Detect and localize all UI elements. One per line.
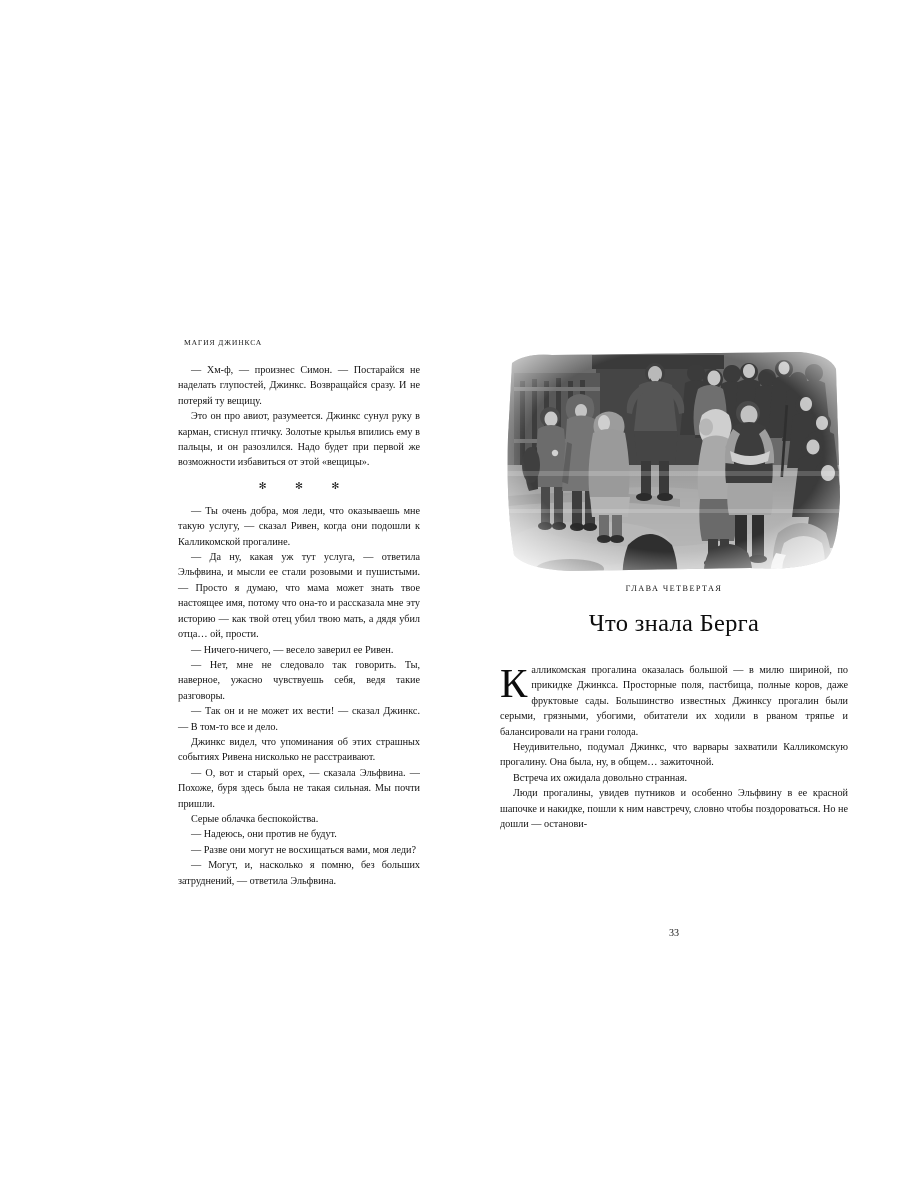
running-head: МАГИЯ ДЖИНКСА bbox=[184, 338, 263, 347]
chapter-title: Что знала Берга bbox=[588, 610, 760, 637]
paragraph: Джинкс видел, что упоминания об этих страшных событиях Ривена нисколько не расстраивают. bbox=[178, 736, 420, 764]
paragraph: — Нет, мне не следовало так говорить. Ты, наверное, ужасно чувствуешь себя, ведя такие разговоры. bbox=[178, 659, 420, 702]
paragraph: — Так он и не может их вести! — сказал Джинкс. — В том-то все и дело. bbox=[178, 706, 420, 733]
paragraph: Неудивительно, подумал Джинкс, что варвары захватили Калликомскую прогалину. Она была, ну, в общем… зажиточной. bbox=[500, 742, 848, 769]
paragraph: — Хм-ф, — произнес Симон. — Постарайся не наделать глупостей, Джинкс. Возвращайся сразу. И не потеряй ту вещицу. bbox=[178, 365, 420, 407]
paragraph: Серые облачка беспокойства. bbox=[191, 813, 319, 825]
left-body-before-break bbox=[178, 363, 420, 471]
paragraph: — Ничего-ничего, — весело заверил ее Ривен. bbox=[191, 644, 394, 656]
right-body-text bbox=[500, 660, 848, 832]
paragraph: — Надеюсь, они против не будут. bbox=[191, 829, 337, 841]
chapter-label: ГЛАВА ЧЕТВЕРТАЯ bbox=[625, 584, 723, 593]
paragraph: — Могут, и, насколько я помню, без больших затруднений, — ответила Эльфвина. bbox=[178, 860, 420, 887]
paragraph: — О, вот и старый орех, — сказала Эльфвина. — Похоже, буря здесь была не такая сильная. Мы почти пришли. bbox=[178, 767, 420, 810]
opening-paragraph bbox=[500, 660, 848, 740]
paragraph: — Да ну, какая уж тут услуга, — ответила Эльфвина, и мысли ее стали розовыми и пушистыми. — Просто я думаю, что мама может знать твое настоящее имя, потому что она-то и рассказала мне эту историю — как твой отец убил твою мать, а дядя убил отца… ой, прости. bbox=[178, 552, 420, 641]
right-page-column bbox=[500, 338, 848, 832]
paragraph: Люди прогалины, увидев путников и особенно Эльфвину в ее красной шапочке и накидке, пошли к ним навстречу, словно чтобы поздороваться. Но не дошли — останови- bbox=[500, 788, 848, 831]
chapter-opener bbox=[500, 584, 848, 639]
scene-break-asterisks: ✻ ✻ ✻ bbox=[258, 481, 353, 492]
paragraph: — Ты очень добра, моя леди, что оказываешь мне такую услугу, — сказал Ривен, когда они подошли к Калликомской прогалине. bbox=[178, 505, 420, 548]
drop-cap: К bbox=[500, 660, 528, 706]
paragraph: — Разве они могут не восхищаться вами, моя леди? bbox=[191, 844, 417, 856]
left-body-after-break bbox=[178, 504, 420, 889]
page-number: 33 bbox=[669, 928, 679, 939]
paragraph: Встреча их ожидала довольно странная. bbox=[513, 772, 687, 784]
paragraph: Это он про авиот, разумеется. Джинкс сунул руку в карман, стиснул птичку. Золотые крылья впились ему в пальцы, и он разозлился. Надо будет при первой же возможности избавиться от этой «вещицы». bbox=[178, 411, 420, 469]
opening-paragraph-text: алликомская прогалина оказалась большой — в милю шириной, по прикидке Джинкса. Просторные поля, пастбища, полные коров, даже фруктовые сады. Большинство известных Джинксу прогалин были серыми, грязными, убогими, обитатели их ходили в рваном тряпье и балансировали на грани голода. bbox=[500, 665, 848, 738]
left-page-column bbox=[178, 338, 420, 889]
